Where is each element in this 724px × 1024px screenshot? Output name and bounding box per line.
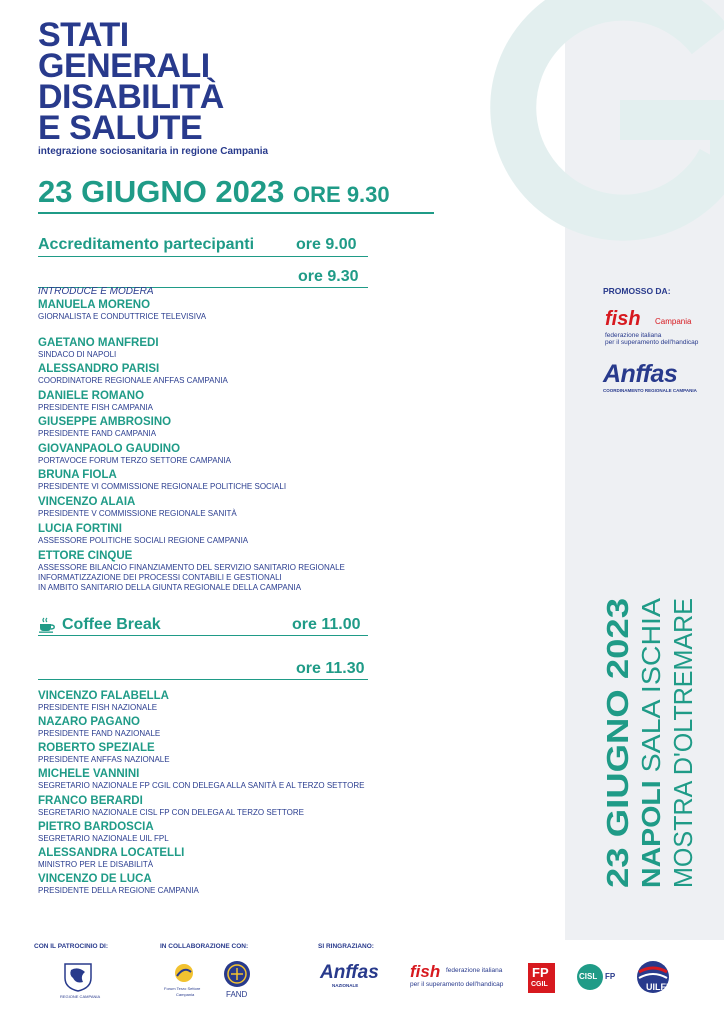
fish-campania-text: Campania bbox=[655, 317, 692, 326]
coffee-break-label: Coffee Break bbox=[62, 616, 161, 633]
session2-rule bbox=[38, 679, 368, 680]
speaker-role: PRESIDENTE FISH CAMPANIA bbox=[38, 403, 153, 412]
session2-time: ore 11.30 bbox=[296, 660, 365, 677]
speaker-role: PRESIDENTE FAND NAZIONALE bbox=[38, 729, 161, 738]
title-line-1: STATI bbox=[38, 16, 129, 54]
coffee-rule bbox=[38, 635, 368, 636]
anffas-campania-logo bbox=[603, 360, 703, 400]
forum-caption-2: Campania bbox=[176, 992, 195, 997]
speaker-name: GIUSEPPE AMBROSINO bbox=[38, 416, 172, 428]
fish-desc-1: federazione italiana bbox=[605, 332, 662, 339]
accreditation-time: ore 9.00 bbox=[296, 236, 357, 253]
vertical-room: SALA ISCHIA bbox=[636, 613, 666, 773]
fp-cgil-logo bbox=[528, 963, 555, 993]
accreditation-rule bbox=[38, 256, 368, 257]
fand-logo bbox=[218, 960, 256, 1002]
speaker-gaudino bbox=[38, 442, 231, 466]
speaker-role: SEGRETARIO NAZIONALE UIL FPL bbox=[38, 834, 169, 843]
speaker-fortini bbox=[38, 522, 248, 546]
promoted-by-label: PROMOSSO DA: bbox=[603, 286, 671, 296]
speaker-role: PRESIDENTE FAND CAMPANIA bbox=[38, 429, 157, 438]
speaker-name: NAZARO PAGANO bbox=[38, 716, 141, 728]
event-date-heading bbox=[38, 174, 390, 210]
speaker-name: VINCENZO ALAIA bbox=[38, 496, 136, 508]
vertical-event-info bbox=[597, 590, 717, 890]
cisl-fp-text: FP bbox=[605, 972, 616, 981]
speaker-name: LUCIA FORTINI bbox=[38, 523, 122, 535]
uil-text: UILFPL bbox=[646, 982, 678, 992]
forum-swirl-icon bbox=[173, 962, 195, 984]
event-date: 23 GIUGNO 2023 bbox=[38, 174, 285, 209]
speaker-alaia bbox=[38, 495, 237, 519]
speaker-cinque bbox=[38, 549, 345, 593]
decorative-g-logo bbox=[480, 0, 724, 270]
speaker-name: ALESSANDRA LOCATELLI bbox=[38, 847, 185, 859]
speaker-name: ROBERTO SPEZIALE bbox=[38, 742, 155, 754]
speaker-parisi bbox=[38, 362, 228, 386]
anffas-sub-text: COORDINAMENTO REGIONALE CAMPANIA bbox=[603, 388, 697, 393]
cisl-fp-logo bbox=[577, 964, 625, 990]
main-title bbox=[38, 16, 224, 147]
collaborazione-label: IN COLLABORAZIONE CON: bbox=[160, 943, 249, 950]
speaker-role: COORDINATORE REGIONALE ANFFAS CAMPANIA bbox=[38, 376, 228, 385]
speaker-role: SEGRETARIO NAZIONALE CISL FP CON DELEGA AL TERZO SETTORE bbox=[38, 808, 304, 817]
speaker-locatelli bbox=[38, 846, 184, 870]
coffee-break-time: ore 11.00 bbox=[292, 616, 361, 633]
speaker-name: VINCENZO FALABELLA bbox=[38, 690, 169, 702]
speaker-romano bbox=[38, 389, 153, 413]
regione-caption: REGIONE CAMPANIA bbox=[60, 994, 101, 999]
speaker-role: ASSESSORE BILANCIO FINANZIAMENTO DEL SERVIZIO SANITARIO REGIONALE bbox=[38, 563, 345, 572]
cisl-text: CISL bbox=[579, 972, 598, 981]
speaker-role: SINDACO DI NAPOLI bbox=[38, 350, 117, 359]
speaker-fiola bbox=[38, 468, 286, 492]
title-line-3: DISABILITÀ bbox=[38, 78, 224, 116]
anffas-nazionale-text: Anffas bbox=[320, 962, 379, 983]
speaker-name: BRUNA FIOLA bbox=[38, 469, 117, 481]
ringraziano-label: SI RINGRAZIANO: bbox=[318, 943, 374, 950]
accreditation-label: Accreditamento partecipanti bbox=[38, 236, 255, 253]
fp-text: FP bbox=[532, 965, 549, 980]
speaker-role: MINISTRO PER LE DISABILITÀ bbox=[38, 860, 154, 869]
speaker-role: PRESIDENTE ANFFAS NAZIONALE bbox=[38, 755, 170, 764]
regione-campania-logo bbox=[60, 962, 101, 1002]
speaker-ambrosino bbox=[38, 415, 171, 439]
session1-time: ore 9.30 bbox=[298, 268, 359, 285]
vertical-venue: MOSTRA D'OLTREMARE bbox=[668, 590, 698, 888]
vertical-city: NAPOLI bbox=[636, 789, 666, 888]
speaker-name: MICHELE VANNINI bbox=[38, 768, 140, 780]
speaker-role: PRESIDENTE V COMMISSIONE REGIONALE SANITÀ bbox=[38, 509, 237, 518]
speaker-manfredi bbox=[38, 336, 159, 360]
forum-terzo-settore-logo bbox=[162, 962, 207, 1002]
patrocinio-label: CON IL PATROCINIO DI: bbox=[34, 943, 109, 950]
coffee-cup-icon bbox=[38, 617, 56, 633]
speaker-role: INFORMATIZZAZIONE DEI PROCESSI CONTABILI E GESTIONALI bbox=[38, 573, 282, 582]
speaker-role: GIORNALISTA E CONDUTTRICE TELEVISIVA bbox=[38, 312, 207, 321]
anffas-nazionale-sub: NAZIONALE bbox=[332, 983, 359, 988]
title-line-4: E SALUTE bbox=[38, 109, 203, 147]
vertical-text-graphic bbox=[597, 590, 717, 890]
speaker-role: PORTAVOCE FORUM TERZO SETTORE CAMPANIA bbox=[38, 456, 231, 465]
speaker-name: GAETANO MANFREDI bbox=[38, 337, 159, 349]
fish-nazionale-desc-1: federazione italiana bbox=[446, 967, 503, 974]
speaker-pagano bbox=[38, 715, 160, 739]
speaker-role: SEGRETARIO NAZIONALE FP CGIL CON DELEGA ALLA SANITÀ E AL TERZO SETTORE bbox=[38, 781, 365, 790]
uil-fpl-logo bbox=[632, 960, 690, 996]
speaker-berardi bbox=[38, 794, 304, 818]
speaker-role: PRESIDENTE FISH NAZIONALE bbox=[38, 703, 158, 712]
event-time: ORE 9.30 bbox=[293, 182, 390, 207]
title-line-2: GENERALI bbox=[38, 47, 210, 85]
speaker-role: ASSESSORE POLITICHE SOCIALI REGIONE CAMPANIA bbox=[38, 536, 249, 545]
svg-text:NAPOLI SALA ISCHIA bbox=[636, 597, 666, 888]
fand-emblem-icon bbox=[223, 960, 251, 988]
anffas-logo-text: Anffas bbox=[603, 360, 678, 388]
speaker-role: PRESIDENTE VI COMMISSIONE REGIONALE POLITICHE SOCIALI bbox=[38, 482, 287, 491]
speaker-moreno bbox=[38, 298, 206, 322]
speaker-role: IN AMBITO SANITARIO DELLA GIUNTA REGIONALE DELLA CAMPANIA bbox=[38, 583, 302, 592]
speaker-name: VINCENZO DE LUCA bbox=[38, 873, 152, 885]
subtitle: integrazione sociosanitaria in regione Campania bbox=[38, 146, 269, 157]
vertical-date: 23 GIUGNO 2023 bbox=[600, 641, 635, 888]
speaker-vannini bbox=[38, 767, 364, 791]
speaker-role: PRESIDENTE DELLA REGIONE CAMPANIA bbox=[38, 886, 199, 895]
speaker-name: GIOVANPAOLO GAUDINO bbox=[38, 443, 181, 455]
date-underline bbox=[38, 212, 434, 214]
regione-campania-crest-icon bbox=[63, 962, 93, 992]
speaker-falabella bbox=[38, 689, 169, 713]
anffas-nazionale-logo bbox=[320, 962, 386, 994]
forum-caption-1: Forum Terzo Settore bbox=[164, 986, 201, 991]
speaker-de-luca bbox=[38, 872, 199, 896]
speaker-name: MANUELA MORENO bbox=[38, 299, 151, 311]
speaker-speziale bbox=[38, 741, 170, 765]
speaker-name: ETTORE CINQUE bbox=[38, 550, 133, 562]
cgil-text: CGIL bbox=[531, 981, 548, 988]
speaker-name: PIETRO BARDOSCIA bbox=[38, 821, 154, 833]
fish-campania-logo bbox=[605, 308, 715, 348]
speaker-bardoscia bbox=[38, 820, 169, 844]
fish-logo-text: fish bbox=[605, 308, 641, 330]
fish-nazionale-text: fish bbox=[410, 962, 441, 981]
speaker-name: DANIELE ROMANO bbox=[38, 390, 145, 402]
introduce-label: INTRODUCE E MODERA bbox=[38, 286, 154, 297]
fish-desc-2: per il superamento dell'handicap bbox=[605, 339, 699, 346]
speaker-name: ALESSANDRO PARISI bbox=[38, 363, 160, 375]
speaker-name: FRANCO BERARDI bbox=[38, 795, 143, 807]
fish-nazionale-logo bbox=[410, 962, 520, 992]
fand-caption: FAND bbox=[226, 990, 248, 999]
fish-nazionale-desc-2: per il superamento dell'handicap bbox=[410, 981, 504, 988]
